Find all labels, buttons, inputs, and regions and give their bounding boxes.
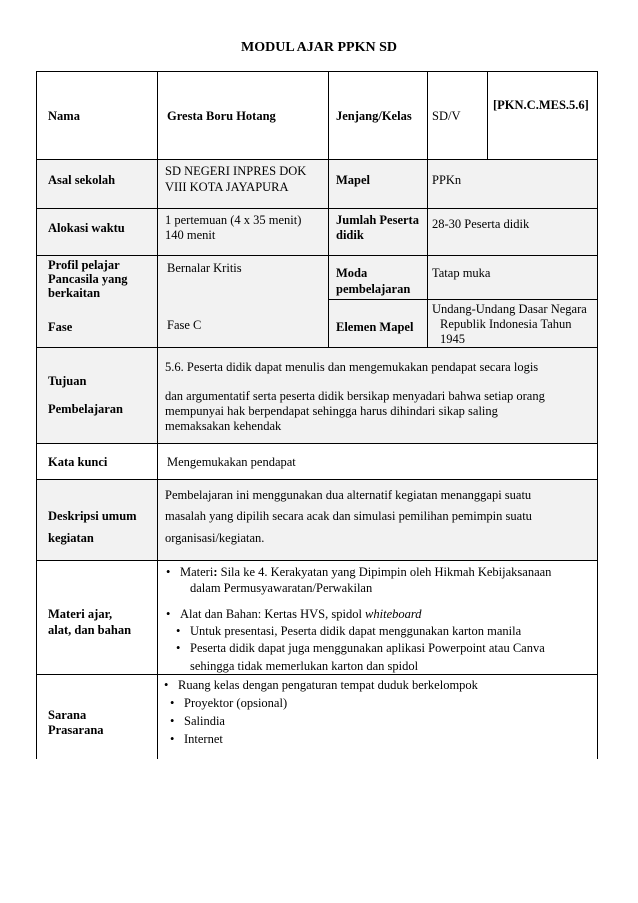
value-cell xyxy=(158,160,329,208)
label-materi-l1: Materi ajar, xyxy=(48,607,113,621)
materi-bullet-2: • Alat dan Bahan: Kertas HVS, spidol whiteboard xyxy=(180,607,422,622)
label-cell xyxy=(329,72,428,159)
row-profil-pelajar xyxy=(37,256,597,300)
label-tujuan-l1: Tujuan xyxy=(48,374,87,388)
value-mapel: PPKn xyxy=(432,173,462,187)
value-cell xyxy=(158,675,597,759)
value-cell xyxy=(428,160,597,208)
label-cell xyxy=(329,209,428,255)
value-cell xyxy=(158,444,597,479)
value-elemen-l1: Undang-Undang Dasar Negara xyxy=(432,302,587,316)
materi-bullet-1-l2: dalam Permusyawaratan/Perwakilan xyxy=(190,581,373,595)
sarana-item: • Internet xyxy=(184,732,223,747)
row-kata-kunci xyxy=(37,444,597,480)
value-elemen-l3: 1945 xyxy=(440,332,465,346)
row-nama xyxy=(37,72,597,160)
value-moda: Tatap muka xyxy=(432,266,491,280)
deskripsi-l1: Pembelajaran ini menggunakan dua alternatif kegiatan menanggapi suatu xyxy=(165,488,532,502)
value-cell xyxy=(158,480,597,560)
label-cell xyxy=(37,256,158,300)
label-cell xyxy=(37,209,158,255)
deskripsi-l3: organisasi/kegiatan. xyxy=(165,531,265,545)
row-asal-sekolah xyxy=(37,160,597,209)
value-jenjang: SD/V xyxy=(432,109,461,123)
tujuan-p2-l2: mempunyai hak berpendapat sehingga harus dihindari sikap saling xyxy=(165,404,498,418)
label-asal: Asal sekolah xyxy=(48,173,116,187)
value-cell xyxy=(158,348,597,443)
label-fase: Fase xyxy=(48,320,73,334)
value-alokasi-l2: 140 menit xyxy=(165,228,216,242)
sarana-item: • Ruang kelas dengan pengaturan tempat duduk berkelompok xyxy=(178,678,478,693)
label-profil-l2: Pancasila yang xyxy=(48,272,128,286)
sarana-item: • Salindia xyxy=(184,714,225,729)
label-cell xyxy=(37,72,158,159)
label-moda-l2: pembelajaran xyxy=(336,282,411,296)
materi-bullet-3: • Untuk presentasi, Peserta didik dapat menggunakan karton manila xyxy=(190,624,521,639)
label-profil-l1: Profil pelajar xyxy=(48,258,120,272)
label-cell xyxy=(329,256,428,300)
label-jenjang: Jenjang/Kelas xyxy=(336,109,412,123)
row-sarana xyxy=(37,675,597,759)
label-kata-kunci: Kata kunci xyxy=(48,455,108,469)
value-nama: Gresta Boru Hotang xyxy=(167,109,276,123)
label-mapel: Mapel xyxy=(336,173,371,187)
row-tujuan xyxy=(37,348,597,444)
value-cell xyxy=(428,72,488,159)
row-materi xyxy=(37,561,597,675)
materi-bullet-4: • Peserta didik dapat juga menggunakan aplikasi Powerpoint atau Canva xyxy=(190,641,545,656)
value-cell xyxy=(158,561,597,674)
label-materi-l2: alat, dan bahan xyxy=(48,623,132,637)
page-title: MODUL AJAR PPKN SD xyxy=(241,40,397,55)
value-cell xyxy=(158,300,329,347)
value-cell xyxy=(158,256,329,300)
module-table xyxy=(36,71,598,759)
materi-bullet-1: • Materi: Sila ke 4. Kerakyatan yang Dipimpin oleh Hikmah Kebijaksanaan xyxy=(180,565,551,580)
value-cell xyxy=(428,209,597,255)
label-cell xyxy=(37,444,158,479)
label-cell xyxy=(37,675,158,759)
label-cell xyxy=(37,348,158,443)
materi-bullet-4-l2: sehingga tidak memerlukan karton dan spidol xyxy=(190,659,419,673)
label-cell xyxy=(37,300,158,347)
value-alokasi-l1: 1 pertemuan (4 x 35 menit) xyxy=(165,213,302,227)
label-cell xyxy=(37,160,158,208)
label-jumlah-l1: Jumlah Peserta xyxy=(336,213,419,227)
row-deskripsi xyxy=(37,480,597,561)
label-profil-l3: berkaitan xyxy=(48,286,101,300)
value-kata-kunci: Mengemukakan pendapat xyxy=(167,455,296,469)
label-alokasi: Alokasi waktu xyxy=(48,221,125,235)
value-cell xyxy=(158,209,329,255)
sarana-item: • Proyektor (opsional) xyxy=(184,696,287,711)
module-code: [PKN.C.MES.5.6] xyxy=(493,98,589,112)
code-cell xyxy=(488,72,597,160)
label-jumlah-l2: didik xyxy=(336,228,364,242)
value-cell xyxy=(428,256,597,300)
value-jumlah: 28-30 Peserta didik xyxy=(432,217,530,231)
label-elemen: Elemen Mapel xyxy=(336,320,414,334)
label-deskripsi-l1: Deskripsi umum xyxy=(48,509,137,523)
tujuan-p2-l3: memaksakan kehendak xyxy=(165,419,282,433)
value-cell xyxy=(158,72,329,159)
row-alokasi-waktu xyxy=(37,209,597,256)
label-moda-l1: Moda xyxy=(336,266,368,280)
tujuan-p2-l1: dan argumentatif serta peserta didik bersikap menyadari bahwa setiap orang xyxy=(165,389,545,403)
label-cell xyxy=(37,561,158,674)
value-elemen-l2: Republik Indonesia Tahun xyxy=(440,317,572,331)
value-asal-l1: SD NEGERI INPRES DOK xyxy=(165,164,307,178)
value-fase: Fase C xyxy=(167,318,202,332)
row-fase xyxy=(37,300,597,348)
deskripsi-l2: masalah yang dipilih secara acak dan simulasi pemilihan pemimpin suatu xyxy=(165,509,532,523)
label-cell xyxy=(329,300,428,347)
label-tujuan-l2: Pembelajaran xyxy=(48,402,123,416)
tujuan-p1: 5.6. Peserta didik dapat menulis dan mengemukakan pendapat secara logis xyxy=(165,360,539,374)
value-profil: Bernalar Kritis xyxy=(167,261,242,275)
label-sarana-l2: Prasarana xyxy=(48,723,104,737)
label-cell xyxy=(329,160,428,208)
label-cell xyxy=(37,480,158,560)
label-nama: Nama xyxy=(48,109,80,123)
value-asal-l2: VIII KOTA JAYAPURA xyxy=(165,180,289,194)
value-cell xyxy=(428,300,597,347)
label-sarana-l1: Sarana xyxy=(48,708,87,722)
label-deskripsi-l2: kegiatan xyxy=(48,531,94,545)
